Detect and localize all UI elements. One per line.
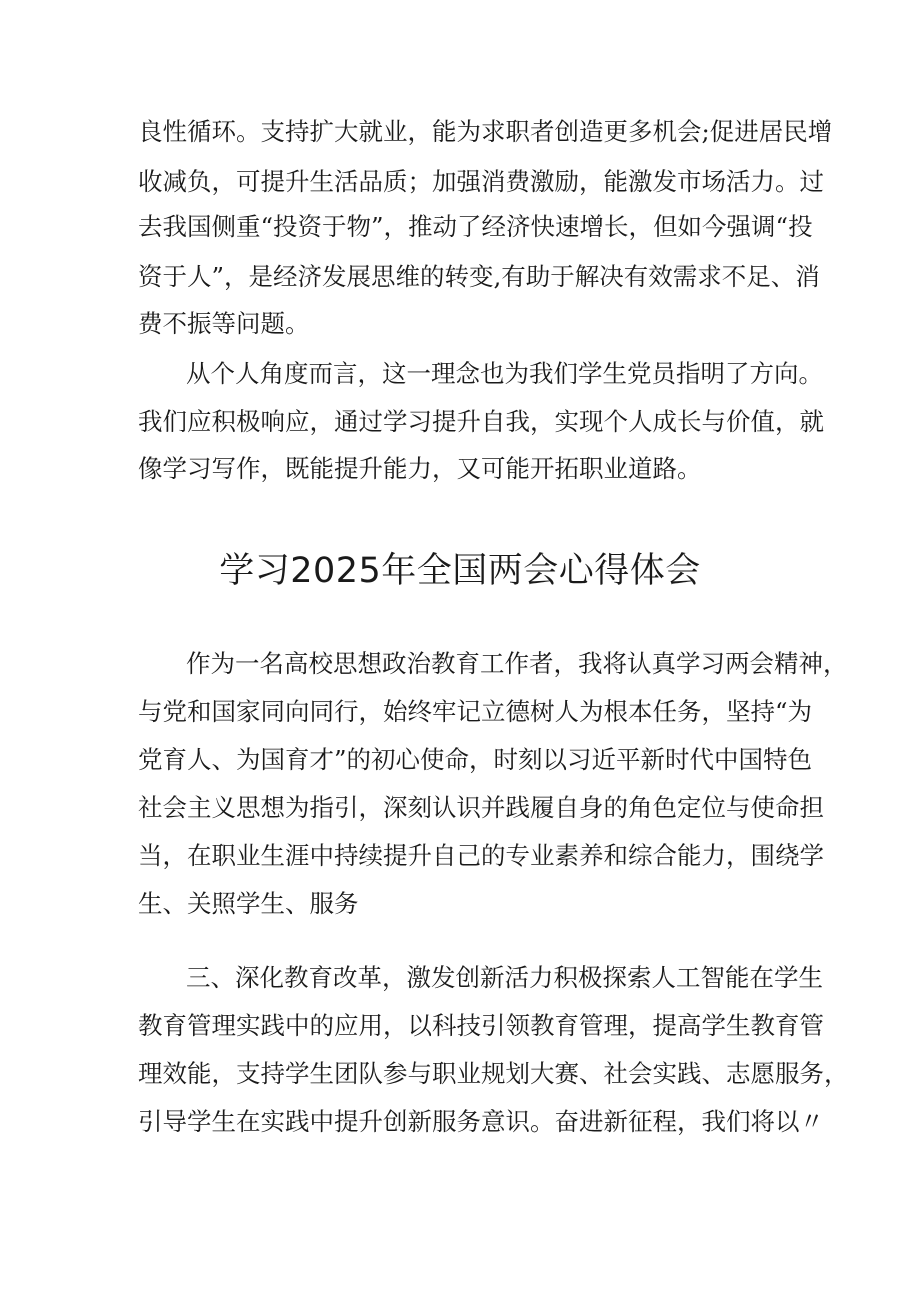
paragraph-line: 良性循环。支持扩大就业，能为求职者创造更多机会;促进居民增 <box>138 117 833 146</box>
paragraph-line: 生、关照学生、服务 <box>138 889 359 918</box>
paragraph-line: 三、深化教育改革，激发创新活力积极探索人工智能在学生 <box>186 963 823 992</box>
paragraph-line: 引导学生在实践中提升创新服务意识。奋进新征程，我们将以〃 <box>138 1107 824 1136</box>
paragraph-line: 党育人、为国育才”的初心使命，时刻以习近平新时代中国特色 <box>138 745 813 774</box>
paragraph-line: 与党和国家同向同行，始终牢记立德树人为根本任务，坚持“为 <box>138 697 813 726</box>
paragraph-line: 当，在职业生涯中持续提升自己的专业素养和综合能力，围绕学 <box>138 841 824 870</box>
paragraph-line: 作为一名高校思想政治教育工作者，我将认真学习两会精神， <box>186 649 848 678</box>
document-title: 学习2025年全国两会心得体会 <box>219 551 701 591</box>
paragraph-line: 去我国侧重“投资于物”，推动了经济快速增长，但如今强调“投 <box>138 212 813 241</box>
paragraph-line: 资于人”，是经济发展思维的转变,有助于解决有效需求不足、消 <box>138 262 820 291</box>
paragraph-line: 教育管理实践中的应用，以科技引领教育管理，提高学生教育管 <box>138 1011 824 1040</box>
paragraph-line: 社会主义思想为指引，深刻认识并践履自身的角色定位与使命担 <box>138 793 824 822</box>
paragraph-line: 费不振等问题。 <box>138 309 310 338</box>
paragraph-line: 像学习写作，既能提升能力，又可能开拓职业道路。 <box>138 454 702 483</box>
paragraph-line: 理效能，支持学生团队参与职业规划大赛、社会实践、志愿服务， <box>138 1059 849 1088</box>
paragraph-line: 我们应积极响应，通过学习提升自我，实现个人成长与价值，就 <box>138 407 824 436</box>
paragraph-line: 从个人角度而言，这一理念也为我们学生党员指明了方向。 <box>186 359 823 388</box>
paragraph-line: 收减负，可提升生活品质；加强消费激励，能激发市场活力。过 <box>138 167 824 196</box>
